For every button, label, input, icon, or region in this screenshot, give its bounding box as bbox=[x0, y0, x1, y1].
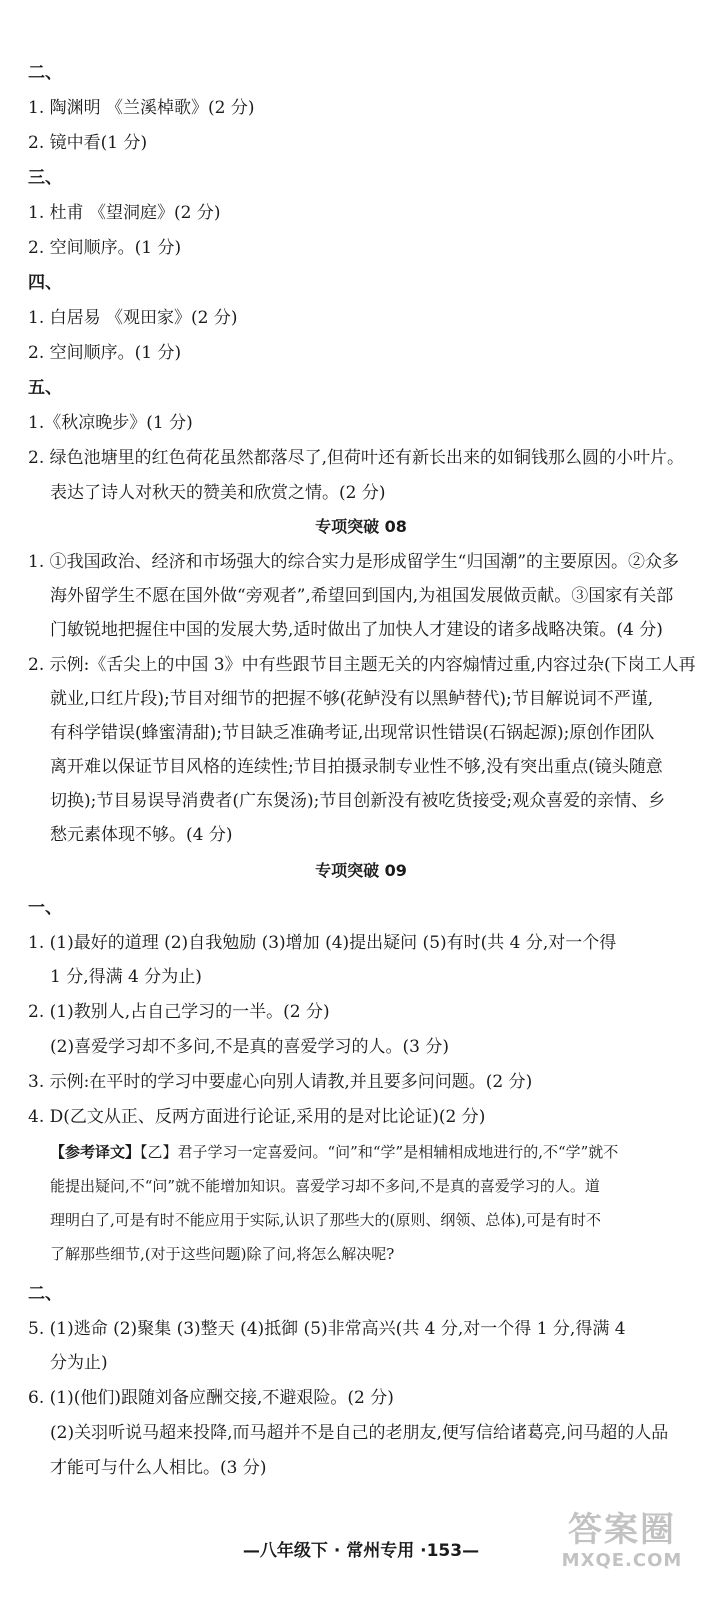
answer-item: 2. 示例:《舌尖上的中国 3》中有些跟节目主题无关的内容煽情过重,内容过杂(下岗工人再 bbox=[28, 655, 696, 675]
section-heading-5: 五、 bbox=[28, 378, 62, 398]
answer-item-cont: 门敏锐地把握住中国的发展大势,适时做出了加快人才建设的诸多战略决策。(4 分) bbox=[50, 620, 663, 640]
answer-item: 2. (1)教别人,占自己学习的一半。(2 分) bbox=[28, 1002, 330, 1022]
answer-item-cont: 才能可与什么人相比。(3 分) bbox=[50, 1458, 267, 1478]
answer-item: 2. 绿色池塘里的红色荷花虽然都落尽了,但荷叶还有新长出来的如铜钱那么圆的小叶片。 bbox=[28, 448, 685, 468]
answer-item: 1.《秋凉晚步》(1 分) bbox=[28, 413, 193, 433]
watermark-logo bbox=[532, 1510, 712, 1580]
answer-item-cont: 分为止) bbox=[50, 1353, 108, 1373]
section-heading-2b: 二、 bbox=[28, 1284, 62, 1304]
section-heading-3: 三、 bbox=[28, 168, 62, 188]
section-heading-4: 四、 bbox=[28, 273, 62, 293]
section-title-08: 专项突破 08 bbox=[315, 517, 407, 536]
answer-item: 4. D(乙文从正、反两方面进行论证,采用的是对比论证)(2 分) bbox=[28, 1107, 486, 1127]
answer-item-cont: 愁元素体现不够。(4 分) bbox=[50, 825, 233, 845]
watermark-url: MXQE.COM bbox=[561, 1550, 683, 1571]
answer-item: 3. 示例:在平时的学习中要虚心向别人请教,并且要多问问题。(2 分) bbox=[28, 1072, 533, 1092]
answer-item: 1. (1)最好的道理 (2)自我勉励 (3)增加 (4)提出疑问 (5)有时(共 4 分,对一个得 bbox=[28, 933, 617, 953]
answer-item-cont: 海外留学生不愿在国外做“旁观者”,希望回到国内,为祖国发展做贡献。③国家有关部 bbox=[50, 586, 674, 606]
reference-text: 理明白了,可是有时不能应用于实际,认识了那些大的(原则、纲领、总体),可是有时不 bbox=[50, 1211, 602, 1229]
reference-text: 【乙】君子学习一定喜爱问。“问”和“学”是相辅相成地进行的,不“学”就不 bbox=[140, 1143, 619, 1161]
reference-translation bbox=[50, 1141, 618, 1163]
answer-item: 1. 白居易 《观田家》(2 分) bbox=[28, 308, 238, 328]
section-title-09: 专项突破 09 bbox=[315, 861, 407, 880]
watermark-logo-text: 答案圈 bbox=[568, 1510, 676, 1550]
answer-item-cont: 表达了诗人对秋天的赞美和欣赏之情。(2 分) bbox=[50, 483, 386, 503]
answer-item: 1. 杜甫 《望洞庭》(2 分) bbox=[28, 203, 221, 223]
answer-item-cont: (2)关羽听说马超来投降,而马超并不是自己的老朋友,便写信给诸葛亮,问马超的人品 bbox=[50, 1423, 669, 1443]
answer-item-cont: 1 分,得满 4 分为止) bbox=[50, 967, 202, 987]
reference-text: 能提出疑问,不“问”就不能增加知识。喜爱学习却不多问,不是真的喜爱学习的人。道 bbox=[50, 1177, 600, 1195]
answer-item-cont: 离开难以保证节目风格的连续性;节目拍摄录制专业性不够,没有突出重点(镜头随意 bbox=[50, 757, 663, 777]
answer-item-cont: 就业,口红片段);节目对细节的把握不够(花鲈没有以黑鲈替代);节目解说词不严谨, bbox=[50, 689, 654, 709]
reference-text: 了解那些细节,(对于这些问题)除了问,将怎么解决呢? bbox=[50, 1245, 395, 1263]
answer-item: 1. ①我国政治、经济和市场强大的综合实力是形成留学生“归国潮”的主要原因。②众多 bbox=[28, 552, 680, 572]
answer-item: 2. 空间顺序。(1 分) bbox=[28, 343, 182, 363]
answer-item-cont: 切换);节目易误导消费者(广东煲汤);节目创新没有被吃货接受;观众喜爱的亲情、乡 bbox=[50, 791, 666, 811]
answer-item-cont: 有科学错误(蜂蜜清甜);节目缺乏准确考证,出现常识性错误(石锅起源);原创作团队 bbox=[50, 723, 655, 743]
answer-item: 1. 陶渊明 《兰溪棹歌》(2 分) bbox=[28, 98, 255, 118]
answer-item: 2. 镜中看(1 分) bbox=[28, 133, 148, 153]
section-heading-1: 一、 bbox=[28, 898, 62, 918]
answer-item-cont: (2)喜爱学习却不多问,不是真的喜爱学习的人。(3 分) bbox=[50, 1037, 449, 1057]
answer-item: 6. (1)(他们)跟随刘备应酬交接,不避艰险。(2 分) bbox=[28, 1388, 394, 1408]
page-footer: —八年级下 · 常州专用 ·153— bbox=[242, 1541, 480, 1561]
section-heading-2: 二、 bbox=[28, 63, 62, 83]
reference-label: 【参考译文】 bbox=[50, 1143, 141, 1161]
answer-item: 5. (1)逃命 (2)聚集 (3)整天 (4)抵御 (5)非常高兴(共 4 分,对一个得 1 分,得满 4 bbox=[28, 1319, 626, 1339]
answer-item: 2. 空间顺序。(1 分) bbox=[28, 238, 182, 258]
